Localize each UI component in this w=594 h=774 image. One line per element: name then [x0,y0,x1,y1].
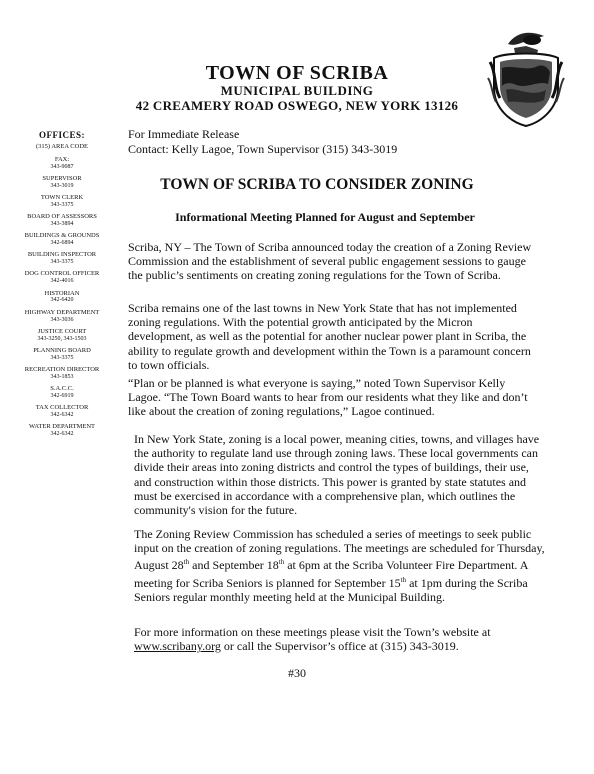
office-phone: 343-1853 [50,373,74,380]
office-phone: 343-3375 [50,259,74,266]
office-phone: 342-6342 [50,412,74,419]
office-phone: 343-9087 [50,163,74,170]
release-line: For Immediate Release [128,127,240,141]
office-entry [8,291,116,304]
office-phone: 343-3375 [50,354,74,361]
office-phone: 342-6919 [50,392,74,399]
office-phone: 343-3036 [50,316,74,323]
building-address: 42 CREAMERY ROAD OSWEGO, NEW YORK 13126 [135,98,459,113]
office-name: BUILDINGS & GROUNDS [24,232,100,240]
body-paragraph [134,527,546,604]
office-name: WATER DEPARTMENT [29,423,95,431]
office-phone: 342-6894 [50,240,74,247]
office-name: (315) AREA CODE [36,143,88,150]
offices-heading: OFFICES: [38,130,85,140]
office-phone: 342-6342 [50,431,74,438]
headline: TOWN OF SCRIBA TO CONSIDER ZONING [160,176,474,193]
office-name: HIGHWAY DEPARTMENT [24,308,100,316]
office-phone: 342-6420 [50,297,74,304]
paragraph-text: or call the Supervisor’s office at (315) 343-3019. [220,639,459,654]
office-entry [8,233,116,246]
office-entry [8,348,116,361]
release-info [128,127,397,157]
office-name: SUPERVISOR [42,174,82,182]
office-entry [8,271,116,284]
office-name: BUILDING INSPECTOR [27,251,97,259]
office-name: JUSTICE COURT [37,327,87,335]
office-entry [8,157,116,170]
office-phone: 343-3894 [50,220,74,227]
office-entry [8,424,116,437]
office-name: FAX: [54,155,70,163]
paragraph-text: The Zoning Review Commission has scheduled a series of meetings to seek public input on the creation of zoning regulations. The meetings are scheduled for Thursday, August 28 [134,527,545,573]
office-phone: 342-4016 [50,278,74,285]
office-entry [8,252,116,265]
ordinal-suffix: th [278,558,285,567]
office-entry [8,310,116,323]
office-entry [8,144,116,151]
paragraph-text: at 6pm at the Scriba Volunteer Fire Department. A meeting for Scriba Seniors is planned for September 15 [134,558,528,590]
office-entry [8,386,116,399]
body-paragraph: Scriba remains one of the last towns in New York State that has not implemented zoning regulations. With the potential growth anticipated by the Micron development, as well as the potential for another nuclear power plant in Scriba, the ability to regulate growth and development within the Town is a paramount concern to town officials. [128,301,531,372]
paragraph-text: For more information on these meetings please visit the Town’s website at [134,625,491,639]
office-name: PLANNING BOARD [33,346,91,354]
building-name: MUNICIPAL BUILDING [220,83,374,98]
office-name: S.A.C.C. [50,385,74,393]
contact-line: Contact: Kelly Lagoe, Town Supervisor (315) 343-3019 [128,142,398,156]
ordinal-suffix: th [400,575,407,584]
office-phone: 343-3250, 343-1503 [37,335,87,342]
office-entry [8,367,116,380]
office-phone: 343-3375 [50,201,74,208]
subheadline: Informational Meeting Planned for August and September [175,210,475,224]
office-entry [8,405,116,418]
office-phone: 343-3019 [50,182,74,189]
town-seal-icon [486,28,566,128]
office-entry [8,329,116,342]
office-name: DOG CONTROL OFFICER [24,270,100,278]
paragraph-text: at 1pm during the Scriba Seniors regular monthly meeting held at the Municipal Building. [134,575,528,604]
office-name: BOARD OF ASSESSORS [27,213,97,221]
office-name: RECREATION DIRECTOR [24,366,100,374]
office-name: TOWN CLERK [40,194,84,202]
page-number: #30 [288,666,306,680]
page-title: TOWN OF SCRIBA [205,62,389,84]
website-link[interactable]: www.scribany.org [134,639,221,654]
paragraph-text: and September 18 [189,558,279,573]
body-paragraph: “Plan or be planned is what everyone is saying,” noted Town Supervisor Kelly Lagoe. “The Town Board wants to hear from our residents what they like and don’t like about the creation of zoning regulations,” Lagoe continued. [128,376,528,419]
ordinal-suffix: th [183,558,190,567]
body-paragraph [134,625,546,653]
body-paragraph: In New York State, zoning is a local power, meaning cities, towns, and villages have the authority to regulate land use through zoning laws. These local governments can divide their areas into zoning districts and control the types of buildings, their use, and construction within those districts. This power is granted by state statutes and must be exercised in accordance with a comprehensive plan, which outlines the community's vision for the future. [134,432,540,518]
office-entry [8,195,116,208]
office-name: TAX COLLECTOR [35,404,89,412]
body-paragraph: Scriba, NY – The Town of Scriba announced today the creation of a Zoning Review Commission and the establishment of several public engagement sessions to gauge the public’s sentiments on creating zoning regulations for the Town of Scriba. [128,240,532,283]
office-name: HISTORIAN [44,289,80,297]
